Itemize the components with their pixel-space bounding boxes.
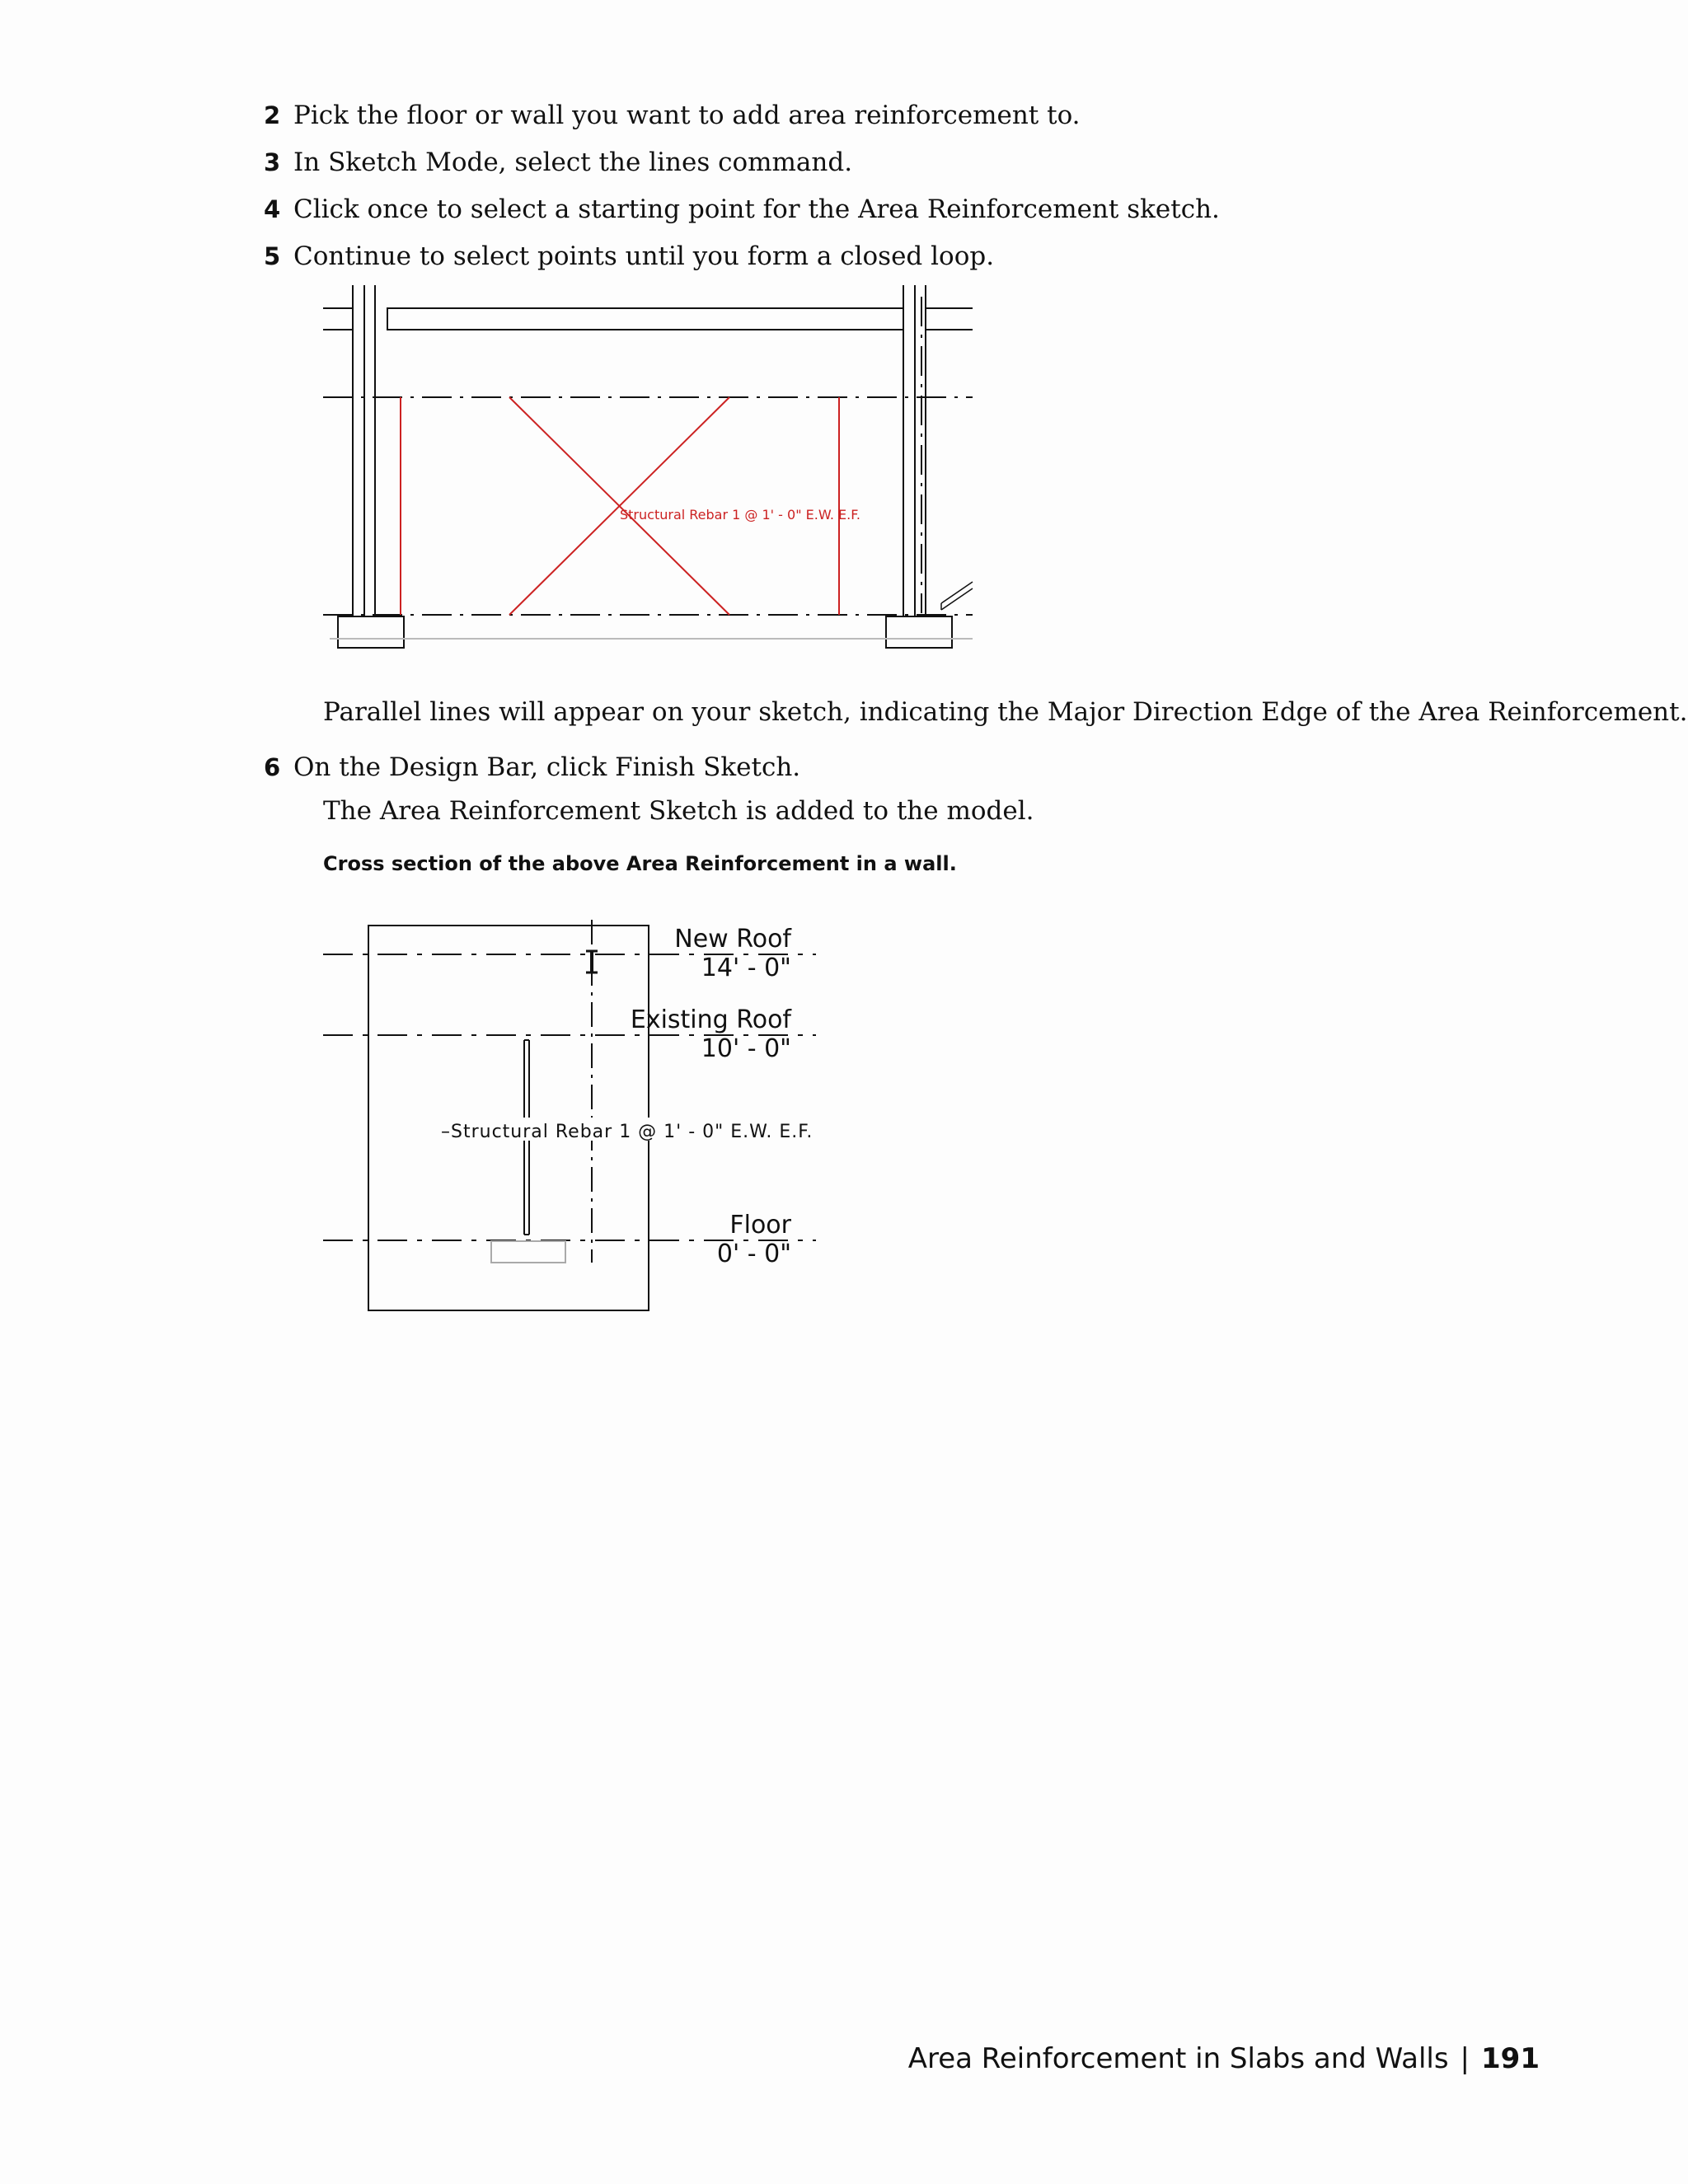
step-number: 6 — [264, 753, 281, 781]
step-text: In Sketch Mode, select the lines command. — [293, 148, 853, 177]
plan-rebar-tag: Structural Rebar 1 @ 1' - 0" E.W. E.F. — [620, 507, 860, 523]
step-text: Pick the floor or wall you want to add area reinforcement to. — [293, 101, 1081, 130]
step-4 — [264, 193, 1220, 226]
cross-section-figure — [313, 907, 841, 1319]
sketch-added-note: The Area Reinforcement Sketch is added to the model. — [323, 796, 1034, 826]
level-elevation-existing-roof: 10' - 0" — [701, 1034, 791, 1063]
step-2 — [264, 99, 1081, 132]
figure-caption: Cross section of the above Area Reinforcement in a wall. — [323, 852, 957, 875]
level-elevation-new-roof: 14' - 0" — [701, 954, 791, 982]
footer-section-title: Area Reinforcement in Slabs and Walls — [907, 2042, 1449, 2075]
step-6 — [264, 751, 801, 784]
step-3 — [264, 146, 853, 179]
level-name-existing-roof: Existing Roof — [630, 1005, 791, 1034]
page-number: 191 — [1481, 2042, 1540, 2075]
level-name-new-roof: New Roof — [674, 925, 791, 954]
step-5 — [264, 240, 995, 273]
step-number: 2 — [264, 101, 281, 129]
section-rebar-tag: –Structural Rebar 1 @ 1' - 0" E.W. E.F. — [441, 1122, 814, 1142]
level-name-floor: Floor — [729, 1211, 791, 1240]
area-reinforcement-boundary — [401, 397, 839, 615]
page-footer — [908, 2042, 1540, 2075]
step-number: 5 — [264, 242, 281, 270]
plan-sketch-figure — [313, 280, 981, 659]
step-text: On the Design Bar, click Finish Sketch. — [293, 752, 801, 782]
step-number: 4 — [264, 195, 281, 223]
step-text: Continue to select points until you form a closed loop. — [293, 241, 995, 271]
level-elevation-floor: 0' - 0" — [716, 1240, 791, 1268]
step-number: 3 — [264, 148, 281, 176]
footer-separator: | — [1460, 2042, 1470, 2075]
step-text: Click once to select a starting point for the Area Reinforcement sketch. — [293, 194, 1220, 224]
parallel-lines-note: Parallel lines will appear on your sketch, indicating the Major Direction Edge of the Area Reinforcement. — [323, 697, 1688, 727]
